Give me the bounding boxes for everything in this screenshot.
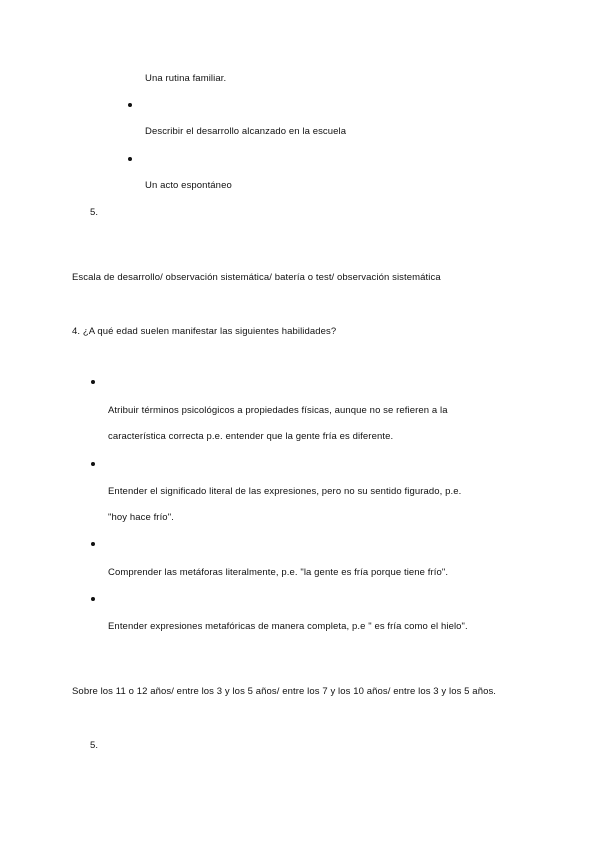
bullet-icon: [91, 542, 95, 546]
option-text: Una rutina familiar.: [145, 73, 227, 84]
skill-text: característica correcta p.e. entender que la gente fría es diferente.: [108, 431, 394, 442]
question-text: 4. ¿A qué edad suelen manifestar las siguientes habilidades?: [72, 326, 337, 337]
bullet-icon: [91, 380, 95, 384]
skill-text: Entender el significado literal de las expresiones, pero no su sentido figurado, p.e.: [108, 486, 462, 497]
option-text: Describir el desarrollo alcanzado en la escuela: [145, 126, 347, 137]
answer-text: Escala de desarrollo/ observación sistemática/ batería o test/ observación sistemática: [72, 272, 441, 283]
skill-text: "hoy hace frío".: [108, 512, 174, 523]
bullet-icon: [128, 157, 132, 161]
bullet-icon: [91, 597, 95, 601]
bullet-icon: [128, 103, 132, 107]
skill-text: Atribuir términos psicológicos a propiedades físicas, aunque no se refieren a la: [108, 405, 448, 416]
answer-text: Sobre los 11 o 12 años/ entre los 3 y los 5 años/ entre los 7 y los 10 años/ entre los 3 y los 5 años.: [72, 686, 497, 697]
skill-text: Entender expresiones metafóricas de manera completa, p.e " es fría como el hielo".: [108, 621, 468, 632]
bullet-icon: [91, 462, 95, 466]
list-number: 5.: [90, 740, 99, 751]
list-number: 5.: [90, 207, 99, 218]
option-text: Un acto espontáneo: [145, 180, 232, 191]
skill-text: Comprender las metáforas literalmente, p.e. "la gente es fría porque tiene frío".: [108, 567, 449, 578]
